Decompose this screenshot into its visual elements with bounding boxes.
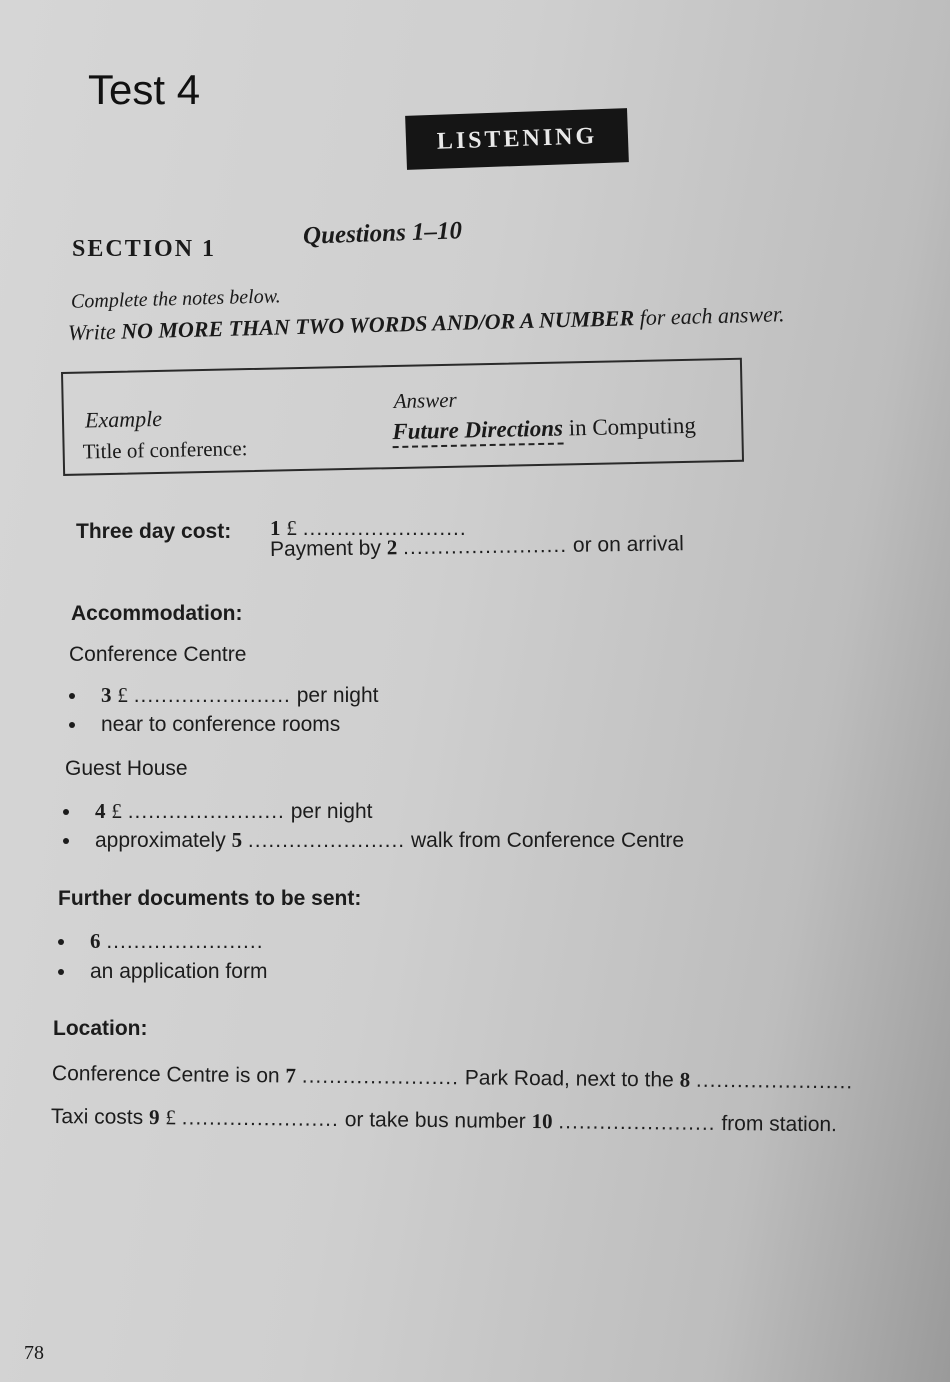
location-line-1 (52, 1061, 853, 1094)
instruction-prefix: Write (67, 318, 122, 345)
question-5-suffix: walk from Conference Centre (410, 829, 685, 852)
bullet-icon (58, 939, 64, 945)
question-6-blank[interactable]: ....................... (106, 930, 264, 953)
bus-prefix: or take bus number (344, 1108, 526, 1133)
question-1-blank[interactable]: ........................ (302, 517, 467, 540)
question-6-line (58, 929, 264, 954)
question-10-blank[interactable]: ....................... (558, 1110, 716, 1135)
listening-badge-label: LISTENING (436, 122, 598, 155)
bullet-icon (69, 693, 75, 699)
question-3-blank[interactable]: ....................... (133, 684, 291, 707)
example-label: Example (84, 405, 163, 433)
page-number: 78 (24, 1342, 44, 1364)
bus-suffix: from station. (721, 1112, 838, 1137)
question-5-line (63, 828, 684, 853)
question-7-number: 7 (285, 1063, 297, 1088)
location-line-2 (51, 1104, 837, 1137)
application-form-item (58, 960, 267, 984)
pound-sign: £ (111, 799, 122, 823)
bullet-icon (69, 722, 75, 728)
question-4-blank[interactable]: ....................... (127, 800, 285, 823)
question-2-blank[interactable]: ........................ (402, 533, 568, 560)
listening-badge (405, 108, 629, 170)
location-heading: Location: (53, 1017, 148, 1040)
pound-sign: £ (165, 1105, 177, 1130)
taxi-prefix: Taxi costs (50, 1105, 144, 1129)
pound-sign: £ (117, 683, 128, 707)
cost-heading: Three day cost: (76, 520, 232, 543)
question-4-number: 4 (95, 799, 106, 823)
example-question: Title of conference: (82, 436, 248, 464)
location-prefix: Conference Centre is on (51, 1062, 280, 1088)
instruction-emphasis: NO MORE THAN TWO WORDS AND/OR A NUMBER (120, 305, 635, 344)
question-1-number: 1 (270, 516, 281, 540)
question-5-number: 5 (231, 828, 243, 852)
example-answer-italic: Future Directions (392, 416, 563, 449)
per-night-label: per night (290, 800, 373, 823)
example-answer-rest: in Computing (562, 412, 697, 441)
question-2-line (270, 531, 684, 562)
documents-heading: Further documents to be sent: (58, 887, 362, 910)
question-6-number: 6 (90, 929, 101, 953)
section-label: SECTION 1 (72, 236, 217, 262)
question-9-blank[interactable]: ....................... (181, 1106, 340, 1132)
pound-sign: £ (286, 516, 297, 540)
bullet-icon (63, 809, 69, 815)
accommodation-heading: Accommodation: (71, 602, 243, 625)
per-night-label: per night (296, 684, 379, 707)
test-title: Test 4 (88, 66, 201, 113)
question-3-number: 3 (101, 683, 112, 707)
example-answer (392, 413, 696, 445)
instruction-complete-notes: Complete the notes below. (70, 285, 281, 313)
question-5-blank[interactable]: ....................... (247, 829, 406, 852)
payment-suffix: or on arrival (572, 532, 684, 557)
question-8-number: 8 (679, 1067, 691, 1092)
centre-feature-text: near to conference rooms (101, 713, 341, 736)
example-box (61, 358, 744, 476)
payment-prefix: Payment by (269, 536, 387, 561)
location-mid: Park Road, next to the (464, 1066, 674, 1092)
question-9-number: 9 (148, 1105, 160, 1130)
answer-label: Answer (393, 387, 457, 414)
conference-centre-label: Conference Centre (69, 643, 247, 666)
centre-feature-item (69, 713, 340, 737)
application-form-text: an application form (90, 960, 268, 983)
guest-house-label: Guest House (65, 757, 188, 780)
bullet-icon (63, 838, 69, 844)
questions-range: Questions 1–10 (302, 217, 463, 250)
question-3-line (69, 683, 378, 708)
question-10-number: 10 (531, 1109, 553, 1134)
question-5-prefix: approximately (95, 829, 226, 852)
question-4-line (63, 799, 372, 824)
question-8-blank[interactable]: ....................... (695, 1068, 854, 1094)
instruction-suffix: for each answer. (633, 301, 785, 331)
question-7-blank[interactable]: ....................... (301, 1064, 460, 1090)
bullet-icon (58, 969, 64, 975)
question-2-number: 2 (386, 535, 398, 560)
